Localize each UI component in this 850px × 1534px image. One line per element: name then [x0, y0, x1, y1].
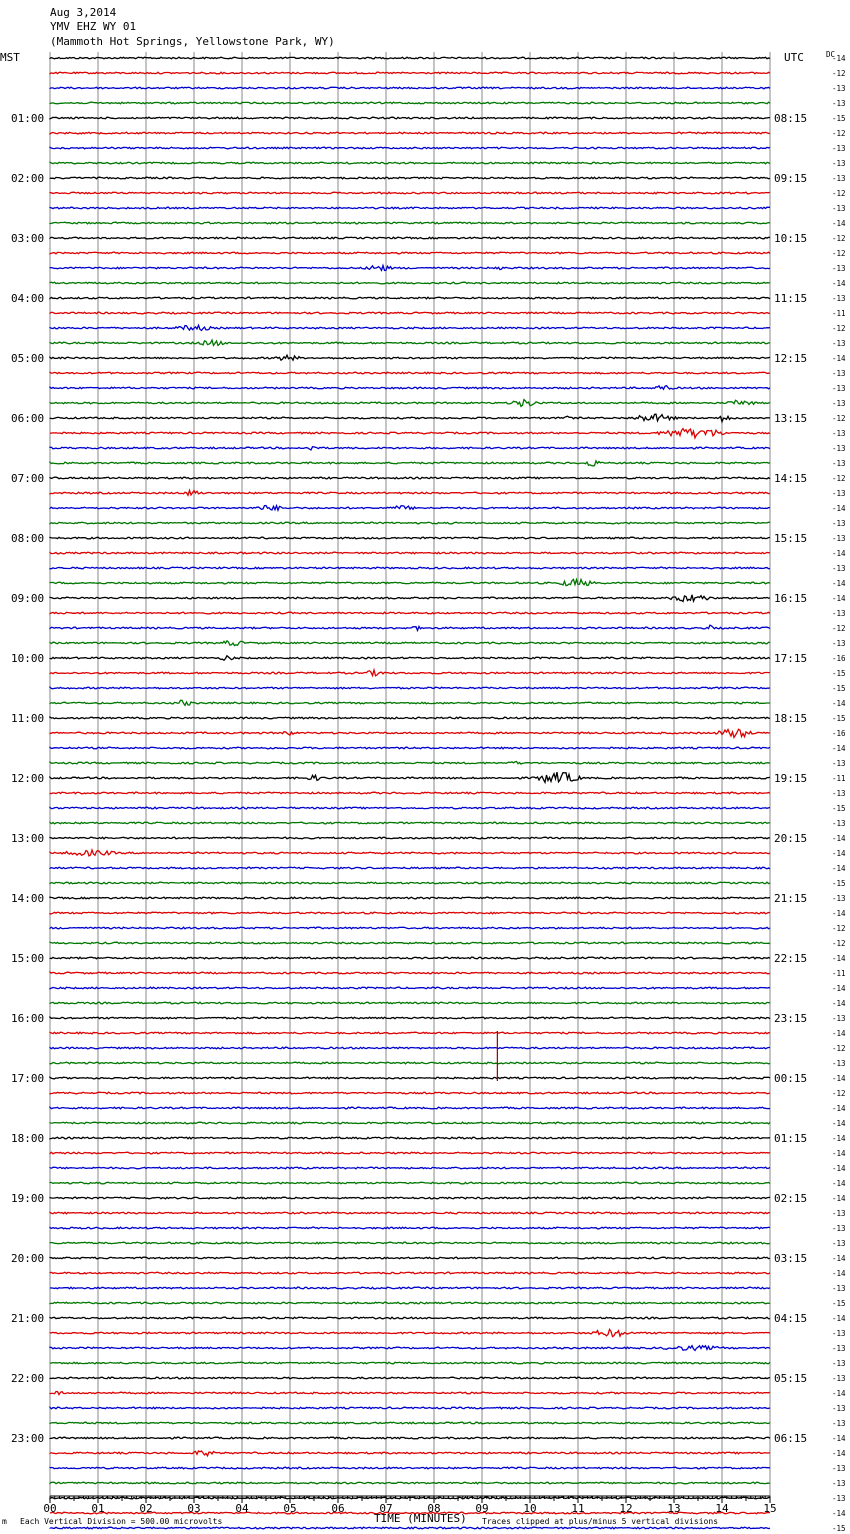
mst-hour-label: 08:00 — [11, 532, 45, 545]
dc-offset-label: -15 — [832, 1524, 846, 1533]
mst-hour-labels — [11, 112, 44, 1445]
trace-line — [50, 325, 770, 330]
trace-line — [50, 1392, 770, 1395]
trace-line — [50, 1407, 770, 1409]
dc-offset-label: -16 — [832, 729, 846, 738]
trace-line — [50, 386, 770, 390]
trace-line — [50, 850, 770, 856]
mst-hour-label: 05:00 — [11, 352, 45, 365]
x-tick-label: 02 — [139, 1502, 153, 1515]
trace-line — [50, 1257, 770, 1259]
dc-offset-labels — [832, 54, 846, 1534]
dc-offset-label: -13 — [832, 1239, 846, 1248]
utc-hour-label: 19:15 — [774, 772, 808, 785]
trace-line — [50, 882, 770, 884]
mst-hour-label: 07:00 — [11, 472, 45, 485]
trace-line — [50, 72, 770, 74]
corner-mark: m — [2, 1517, 7, 1526]
dc-offset-label: -13 — [832, 1329, 846, 1338]
trace-line — [50, 1527, 770, 1529]
trace-line — [50, 282, 770, 284]
x-tick-label: 03 — [187, 1502, 201, 1515]
dc-offset-label: -14 — [832, 1104, 846, 1113]
dc-offset-label: -13 — [832, 639, 846, 648]
trace-line — [50, 1182, 770, 1184]
trace-line — [50, 372, 770, 374]
dc-offset-label: -14 — [832, 1449, 846, 1458]
dc-offset-label: -14 — [832, 1389, 846, 1398]
trace-line — [50, 641, 770, 646]
trace-line — [50, 1287, 770, 1289]
trace-line — [50, 237, 770, 239]
mst-hour-label: 04:00 — [11, 292, 45, 305]
mst-hour-label: 16:00 — [11, 1012, 45, 1025]
dc-offset-label: -13 — [832, 384, 846, 393]
trace-line — [50, 1017, 770, 1019]
dc-offset-label: -14 — [832, 1314, 846, 1323]
dc-offset-label: -14 — [832, 1029, 846, 1038]
trace-line — [50, 414, 770, 422]
mst-hour-label: 01:00 — [11, 112, 45, 125]
trace-line — [50, 461, 770, 466]
utc-hour-label: 01:15 — [774, 1132, 808, 1145]
dc-offset-label: -13 — [832, 264, 846, 273]
dc-offset-label: -13 — [832, 1014, 846, 1023]
dc-offset-label: -15 — [832, 114, 846, 123]
mst-hour-label: 14:00 — [11, 892, 45, 905]
dc-offset-label: -14 — [832, 279, 846, 288]
seismic-traces — [50, 57, 770, 1534]
dc-offset-label: -14 — [832, 1434, 846, 1443]
mst-hour-label: 02:00 — [11, 172, 45, 185]
date-label: Aug 3,2014 — [50, 6, 117, 19]
dc-offset-label: -14 — [832, 909, 846, 918]
trace-line — [50, 897, 770, 899]
trace-line — [50, 579, 770, 585]
trace-line — [50, 1272, 770, 1274]
dc-offset-label: -12 — [832, 939, 846, 948]
dc-offset-label: -13 — [832, 1404, 846, 1413]
trace-line — [50, 1047, 770, 1049]
trace-line — [50, 807, 770, 809]
utc-hour-label: 05:15 — [774, 1372, 808, 1385]
dc-offset-label: -13 — [832, 1494, 846, 1503]
trace-line — [50, 1362, 770, 1364]
trace-line — [50, 1167, 770, 1169]
utc-hour-label: 18:15 — [774, 712, 808, 725]
dc-offset-label: -13 — [832, 429, 846, 438]
mst-hour-label: 21:00 — [11, 1312, 45, 1325]
dc-label: DC — [826, 50, 836, 59]
dc-offset-label: -14 — [832, 1269, 846, 1278]
mst-hour-label: 15:00 — [11, 952, 45, 965]
trace-line — [50, 687, 770, 689]
dc-offset-label: -13 — [832, 894, 846, 903]
dc-offset-label: -13 — [832, 339, 846, 348]
utc-hour-label: 10:15 — [774, 232, 808, 245]
dc-offset-label: -13 — [832, 99, 846, 108]
trace-line — [50, 1227, 770, 1229]
trace-line — [50, 1107, 770, 1109]
trace-line — [50, 447, 770, 450]
dc-offset-label: -12 — [832, 1044, 846, 1053]
dc-offset-label: -14 — [832, 1149, 846, 1158]
mst-hour-label: 20:00 — [11, 1252, 45, 1265]
trace-line — [50, 297, 770, 299]
dc-offset-label: -13 — [832, 1224, 846, 1233]
trace-line — [50, 147, 770, 149]
trace-line — [50, 625, 770, 630]
utc-hour-label: 21:15 — [774, 892, 808, 905]
x-tick-label: 00 — [43, 1502, 57, 1515]
dc-offset-label: -13 — [832, 459, 846, 468]
dc-offset-label: -14 — [832, 54, 846, 63]
dc-offset-label: -14 — [832, 744, 846, 753]
trace-line — [50, 1122, 770, 1124]
utc-hour-label: 23:15 — [774, 1012, 808, 1025]
trace-line — [50, 1212, 770, 1214]
trace-line — [50, 1346, 770, 1351]
dc-offset-label: -14 — [832, 549, 846, 558]
dc-offset-label: -13 — [832, 1284, 846, 1293]
dc-offset-label: -14 — [832, 594, 846, 603]
trace-line — [50, 490, 770, 495]
trace-line — [50, 957, 770, 959]
mst-hour-label: 03:00 — [11, 232, 45, 245]
dc-offset-label: -13 — [832, 1059, 846, 1068]
trace-line — [50, 1467, 770, 1469]
trace-line — [50, 207, 770, 209]
mst-hour-label: 18:00 — [11, 1132, 45, 1145]
dc-offset-label: -15 — [832, 804, 846, 813]
utc-hour-label: 22:15 — [774, 952, 808, 965]
x-tick-label: 05 — [283, 1502, 297, 1515]
trace-line — [50, 1422, 770, 1424]
trace-line — [50, 102, 770, 104]
dc-offset-label: -14 — [832, 1509, 846, 1518]
dc-offset-label: -12 — [832, 189, 846, 198]
x-tick-label: 10 — [523, 1502, 537, 1515]
dc-offset-label: -12 — [832, 924, 846, 933]
dc-offset-label: -13 — [832, 144, 846, 153]
dc-offset-label: -13 — [832, 489, 846, 498]
dc-offset-label: -13 — [832, 759, 846, 768]
mst-hour-label: 11:00 — [11, 712, 45, 725]
dc-offset-label: -13 — [832, 369, 846, 378]
utc-hour-label: 15:15 — [774, 532, 808, 545]
trace-line — [50, 822, 770, 824]
dc-offset-label: -14 — [832, 579, 846, 588]
trace-line — [50, 429, 770, 438]
utc-hour-label: 20:15 — [774, 832, 808, 845]
trace-line — [50, 252, 770, 254]
mst-hour-label: 22:00 — [11, 1372, 45, 1385]
x-tick-label: 06 — [331, 1502, 345, 1515]
dc-offset-label: -14 — [832, 984, 846, 993]
dc-offset-label: -13 — [832, 174, 846, 183]
trace-line — [50, 1317, 770, 1319]
utc-hour-label: 17:15 — [774, 652, 808, 665]
trace-line — [50, 1092, 770, 1094]
trace-line — [50, 1032, 770, 1034]
trace-line — [50, 595, 770, 602]
dc-offset-label: -13 — [832, 564, 846, 573]
trace-line — [50, 567, 770, 569]
x-tick-label: 09 — [475, 1502, 489, 1515]
trace-line — [50, 506, 770, 511]
dc-offset-label: -14 — [832, 1164, 846, 1173]
station-label: YMV EHZ WY 01 — [50, 20, 137, 33]
trace-line — [50, 1242, 770, 1244]
trace-line — [50, 522, 770, 524]
x-tick-label: 15 — [763, 1502, 777, 1515]
trace-line — [50, 132, 770, 134]
trace-line — [50, 1137, 770, 1139]
dc-offset-label: -12 — [832, 234, 846, 243]
trace-line — [50, 1302, 770, 1304]
dc-offset-label: -14 — [832, 1119, 846, 1128]
dc-offset-label: -13 — [832, 1479, 846, 1488]
trace-line — [50, 177, 770, 179]
dc-offset-label: -11 — [832, 969, 846, 978]
dc-offset-label: -15 — [832, 879, 846, 888]
clip-note: Traces clipped at plus/minus 5 vertical divisions — [482, 1517, 719, 1526]
utc-hour-label: 06:15 — [774, 1432, 808, 1445]
x-tick-label: 08 — [427, 1502, 441, 1515]
dc-offset-label: -15 — [832, 684, 846, 693]
utc-hour-label: 09:15 — [774, 172, 808, 185]
dc-offset-label: -12 — [832, 69, 846, 78]
trace-line — [50, 700, 770, 705]
trace-line — [50, 266, 770, 271]
utc-hour-label: 12:15 — [774, 352, 808, 365]
trace-line — [50, 837, 770, 839]
dc-offset-label: -14 — [832, 699, 846, 708]
dc-offset-label: -13 — [832, 1359, 846, 1368]
trace-line — [50, 552, 770, 554]
trace-line — [50, 729, 770, 737]
dc-offset-label: -14 — [832, 1254, 846, 1263]
trace-line — [50, 87, 770, 89]
trace-line — [50, 792, 770, 794]
dc-offset-label: -14 — [832, 1134, 846, 1143]
dc-offset-label: -14 — [832, 834, 846, 843]
trace-line — [50, 162, 770, 164]
mst-hour-label: 17:00 — [11, 1072, 45, 1085]
dc-offset-label: -12 — [832, 129, 846, 138]
dc-offset-label: -13 — [832, 204, 846, 213]
dc-offset-label: -13 — [832, 399, 846, 408]
dc-offset-label: -15 — [832, 669, 846, 678]
x-tick-label: 01 — [91, 1502, 105, 1515]
mst-hour-label: 23:00 — [11, 1432, 45, 1445]
mst-label: MST — [0, 51, 20, 64]
dc-offset-label: -13 — [832, 519, 846, 528]
x-tick-label: 11 — [571, 1502, 585, 1515]
dc-offset-label: -14 — [832, 999, 846, 1008]
trace-line — [50, 1451, 770, 1456]
trace-line — [50, 1329, 770, 1336]
dc-offset-label: -13 — [832, 789, 846, 798]
mst-hour-label: 06:00 — [11, 412, 45, 425]
dc-offset-label: -14 — [832, 1194, 846, 1203]
utc-hour-label: 14:15 — [774, 472, 808, 485]
trace-line — [50, 57, 770, 59]
dc-offset-label: -11 — [832, 309, 846, 318]
dc-offset-label: -14 — [832, 954, 846, 963]
trace-line — [50, 1377, 770, 1379]
x-tick-label: 04 — [235, 1502, 249, 1515]
x-axis-title: TIME (MINUTES) — [374, 1512, 467, 1525]
trace-line — [50, 312, 770, 314]
trace-line — [50, 1197, 770, 1199]
trace-line — [50, 355, 770, 360]
dc-offset-label: -13 — [832, 444, 846, 453]
dc-offset-label: -12 — [832, 324, 846, 333]
utc-hour-label: 11:15 — [774, 292, 808, 305]
trace-line — [50, 1482, 770, 1484]
trace-line — [50, 340, 770, 345]
trace-line — [50, 477, 770, 479]
dc-offset-label: -13 — [832, 1344, 846, 1353]
trace-line — [50, 717, 770, 719]
utc-hour-label: 00:15 — [774, 1072, 808, 1085]
trace-line — [50, 612, 770, 614]
dc-offset-label: -14 — [832, 864, 846, 873]
trace-line — [50, 912, 770, 914]
trace-line — [50, 762, 770, 765]
mst-hour-label: 09:00 — [11, 592, 45, 605]
dc-offset-label: -11 — [832, 774, 846, 783]
dc-offset-label: -12 — [832, 414, 846, 423]
trace-line — [50, 1077, 770, 1079]
trace-line — [50, 927, 770, 929]
trace-line — [50, 670, 770, 676]
trace-line — [50, 747, 770, 749]
dc-offset-label: -13 — [832, 609, 846, 618]
dc-offset-label: -13 — [832, 159, 846, 168]
dc-offset-label: -16 — [832, 654, 846, 663]
utc-hour-label: 16:15 — [774, 592, 808, 605]
dc-offset-label: -14 — [832, 1179, 846, 1188]
dc-offset-label: -13 — [832, 294, 846, 303]
dc-offset-label: -13 — [832, 1419, 846, 1428]
utc-hour-labels — [774, 112, 807, 1445]
dc-offset-label: -13 — [832, 1374, 846, 1383]
x-tick-label: 12 — [619, 1502, 633, 1515]
trace-line — [50, 1152, 770, 1154]
trace-line — [50, 772, 770, 782]
dc-offset-label: -15 — [832, 714, 846, 723]
dc-offset-label: -13 — [832, 534, 846, 543]
trace-line — [50, 222, 770, 224]
trace-line — [50, 537, 770, 539]
utc-hour-label: 03:15 — [774, 1252, 808, 1265]
dc-offset-label: -14 — [832, 504, 846, 513]
header — [50, 6, 335, 48]
trace-line — [50, 1002, 770, 1004]
trace-line — [50, 656, 770, 661]
dc-offset-label: -14 — [832, 219, 846, 228]
dc-offset-label: -12 — [832, 474, 846, 483]
trace-line — [50, 1062, 770, 1064]
x-tick-label: 13 — [667, 1502, 681, 1515]
trace-line — [50, 192, 770, 194]
mst-hour-label: 10:00 — [11, 652, 45, 665]
trace-line — [50, 972, 770, 974]
trace-line — [50, 117, 770, 119]
dc-offset-label: -14 — [832, 849, 846, 858]
utc-hour-label: 02:15 — [774, 1192, 808, 1205]
dc-offset-label: -12 — [832, 1089, 846, 1098]
x-tick-label: 07 — [379, 1502, 393, 1515]
dc-offset-label: -12 — [832, 249, 846, 258]
dc-offset-label: -14 — [832, 1074, 846, 1083]
trace-line — [50, 942, 770, 944]
location-label: (Mammoth Hot Springs, Yellowstone Park, WY) — [50, 35, 335, 48]
utc-hour-label: 04:15 — [774, 1312, 808, 1325]
dc-offset-label: -13 — [832, 1464, 846, 1473]
dc-offset-label: -15 — [832, 1299, 846, 1308]
dc-offset-label: -12 — [832, 624, 846, 633]
trace-line — [50, 400, 770, 407]
trace-line — [50, 1437, 770, 1439]
mst-hour-label: 13:00 — [11, 832, 45, 845]
dc-offset-label: -13 — [832, 84, 846, 93]
trace-line — [50, 987, 770, 989]
utc-hour-label: 08:15 — [774, 112, 808, 125]
utc-hour-label: 13:15 — [774, 412, 808, 425]
x-tick-label: 14 — [715, 1502, 729, 1515]
dc-offset-label: -13 — [832, 819, 846, 828]
scale-note: Each Vertical Division = 500.00 microvolts — [20, 1517, 223, 1526]
utc-label: UTC — [784, 51, 804, 64]
mst-hour-label: 19:00 — [11, 1192, 45, 1205]
dc-offset-label: -14 — [832, 354, 846, 363]
trace-line — [50, 867, 770, 869]
mst-hour-label: 12:00 — [11, 772, 45, 785]
dc-offset-label: -13 — [832, 1209, 846, 1218]
